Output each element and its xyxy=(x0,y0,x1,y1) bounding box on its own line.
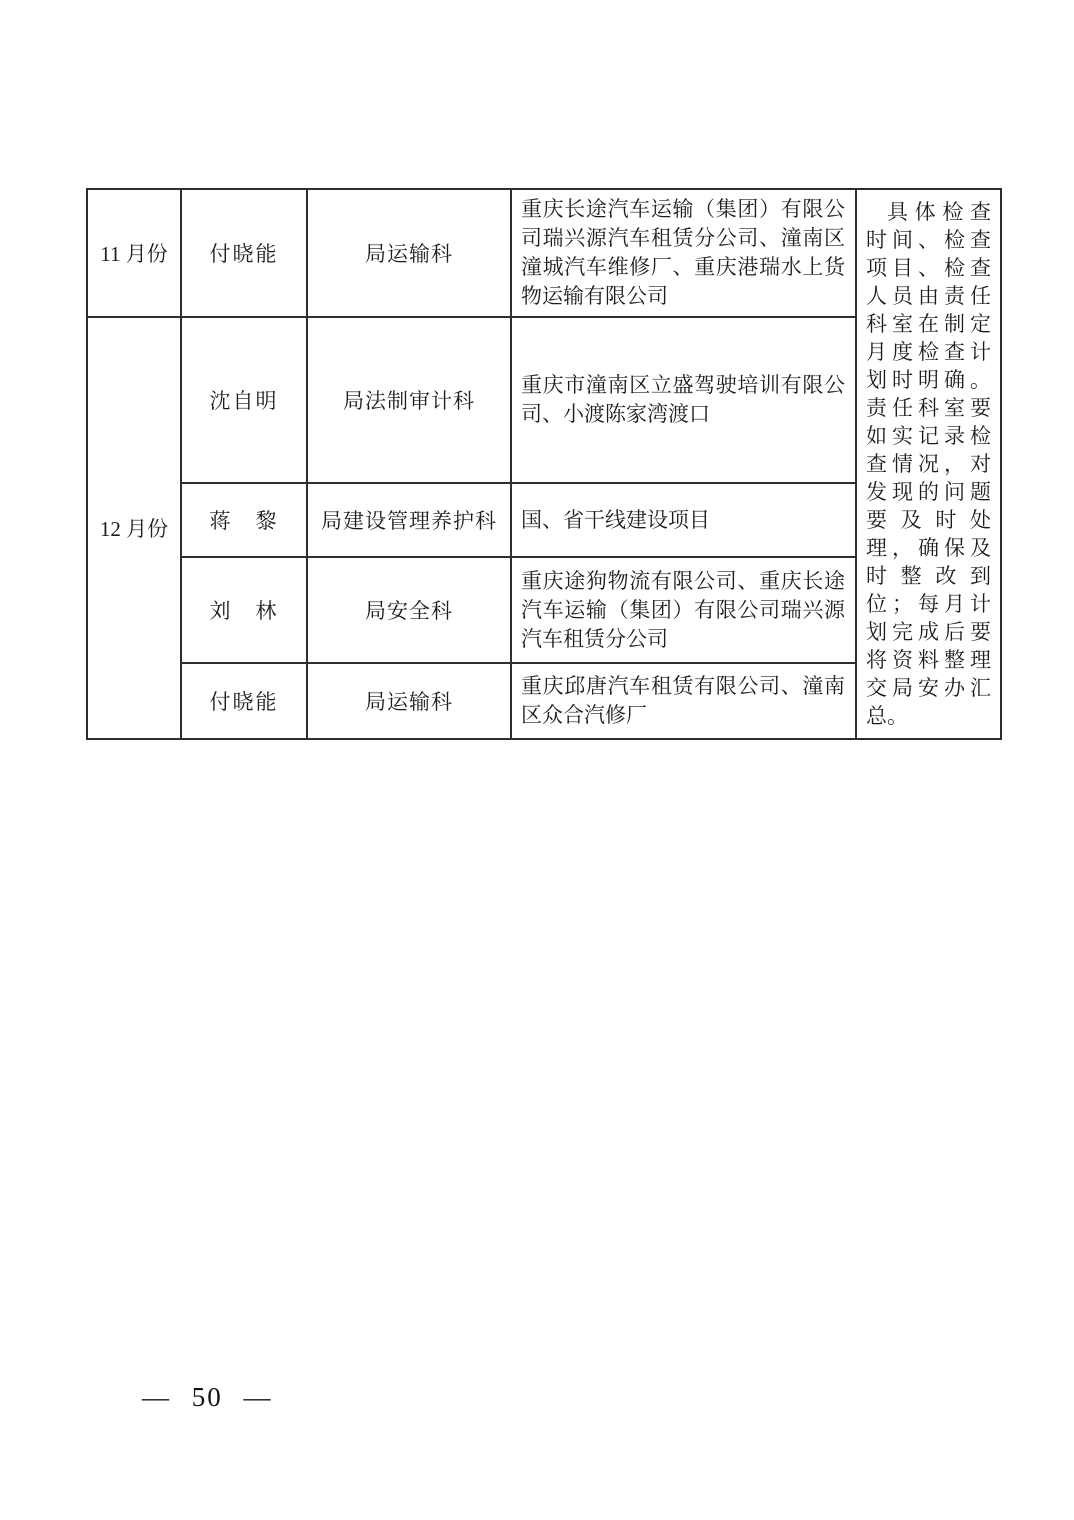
targets-cell: 国、省干线建设项目 xyxy=(511,483,856,557)
targets-cell: 重庆途狗物流有限公司、重庆长途汽车运输（集团）有限公司瑞兴源汽车租赁分公司 xyxy=(511,557,856,663)
table-row xyxy=(87,189,1001,317)
inspector-cell: 付晓能 xyxy=(181,189,307,317)
department-cell: 局安全科 xyxy=(307,557,511,663)
department-cell: 局建设管理养护科 xyxy=(307,483,511,557)
page-number: — 50 — xyxy=(142,1382,273,1412)
month-cell: 11 月份 xyxy=(87,189,181,317)
targets-cell: 重庆市潼南区立盛驾驶培训有限公司、小渡陈家湾渡口 xyxy=(511,317,856,483)
department-cell: 局法制审计科 xyxy=(307,317,511,483)
inspector-cell: 蒋 黎 xyxy=(181,483,307,557)
notes-cell: 具体检查时间、检查项目、检查人员由责任科室在制定月度检查计划时明确。责任科室要如实记录检查情况，对发现的问题要及时处理，确保及时整改到位；每月计划完成后要将资料整理交局安办汇总。 xyxy=(856,189,1001,739)
department-cell: 局运输科 xyxy=(307,663,511,739)
targets-cell: 重庆邱唐汽车租赁有限公司、潼南区众合汽修厂 xyxy=(511,663,856,739)
month-cell: 12 月份 xyxy=(87,317,181,739)
inspector-cell: 沈自明 xyxy=(181,317,307,483)
inspector-cell: 刘 林 xyxy=(181,557,307,663)
targets-cell: 重庆长途汽车运输（集团）有限公司瑞兴源汽车租赁分公司、潼南区潼城汽车维修厂、重庆港瑞水上货物运输有限公司 xyxy=(511,189,856,317)
inspection-plan-table xyxy=(86,188,1002,740)
inspector-cell: 付晓能 xyxy=(181,663,307,739)
department-cell: 局运输科 xyxy=(307,189,511,317)
